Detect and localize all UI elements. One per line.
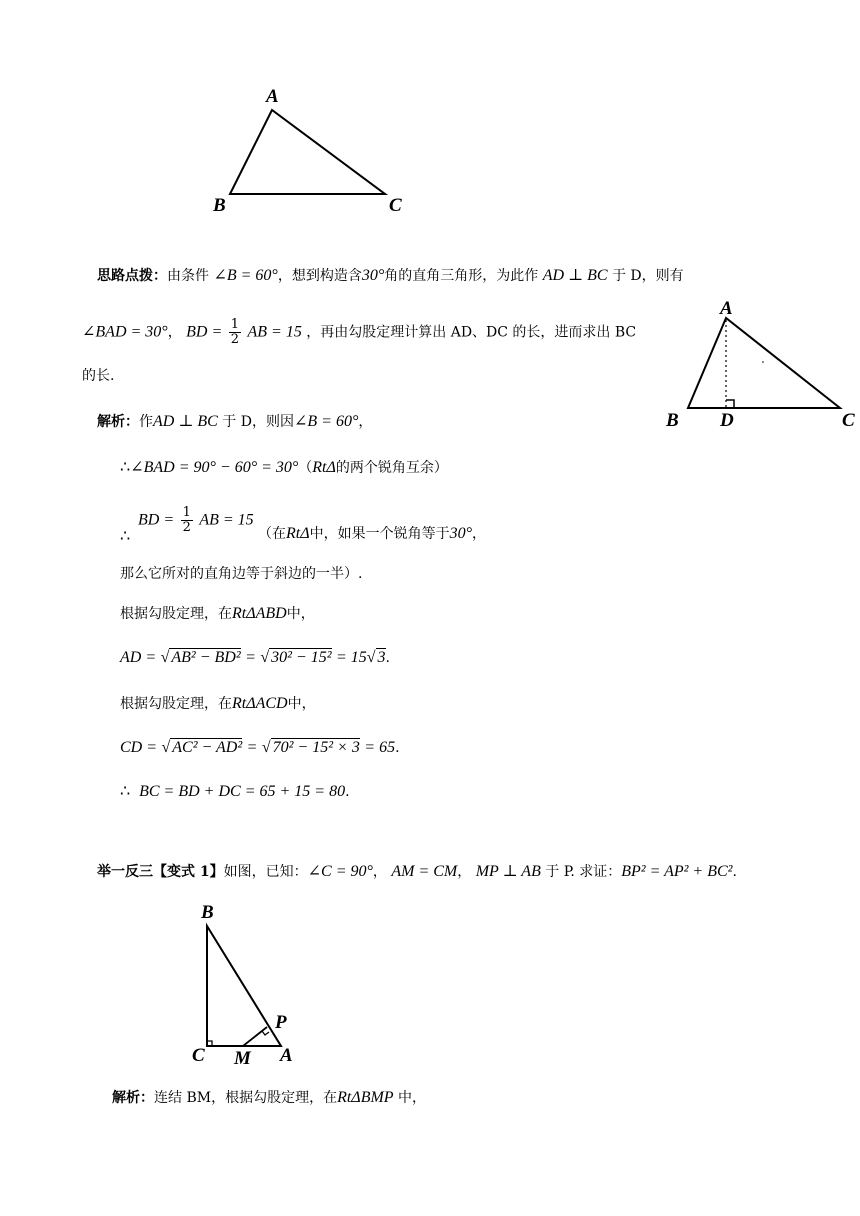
solution-line-3-note: （在RtΔ中，如果一个锐角等于30°， bbox=[258, 525, 487, 542]
solution-line-7: 根据勾股定理，在RtΔACD中， bbox=[120, 695, 316, 712]
solution-line-5: 根据勾股定理，在RtΔABD中， bbox=[120, 605, 315, 622]
vertex-label-m: M bbox=[234, 1048, 251, 1068]
solution-label: 解析： bbox=[97, 414, 139, 430]
hint-line-3: 的长. bbox=[82, 368, 115, 384]
solution2-label: 解析： bbox=[112, 1090, 154, 1106]
therefore-symbol: ∴ bbox=[120, 526, 131, 545]
triangle-abc-altitude-figure bbox=[662, 298, 858, 436]
vertex-label-c: C bbox=[842, 410, 855, 431]
fraction-one-half: $\frac{1}{2}$ bbox=[182, 505, 191, 535]
fraction-one-half: $\frac{1}{2}$ bbox=[230, 317, 240, 347]
vertex-label-d: D bbox=[720, 410, 734, 431]
solution-line-1: 解析：作AD ⊥ BC 于 D，则因∠B = 60°， bbox=[97, 413, 373, 430]
solution-line-3: BD = $\frac{1}{2}$ AB = 15 bbox=[138, 505, 254, 535]
variant-line: 举一反三【变式 1】如图，已知：∠C = 90°， AM = CM， MP ⊥ AB 于 P. 求证：BP² = AP² + BC². bbox=[97, 863, 737, 880]
vertex-label-b: B bbox=[213, 195, 226, 216]
hint-label: 思路点拨： bbox=[97, 268, 167, 284]
solution-line-9: ∴ BC = BD + DC = 65 + 15 = 80. bbox=[120, 783, 350, 800]
solution-line-2: ∴∠BAD = 90° − 60° = 30°（RtΔ的两个锐角互余） bbox=[120, 459, 448, 476]
vertex-label-b: B bbox=[201, 902, 214, 923]
solution-line-6: AD = √ AB² − BD² = √ 30² − 15² = 15√ 3. bbox=[120, 649, 390, 666]
solution2-line: 解析：连结 BM，根据勾股定理，在RtΔBMP 中， bbox=[112, 1089, 427, 1106]
vertex-label-c: C bbox=[192, 1045, 205, 1066]
vertex-label-p: P bbox=[275, 1012, 287, 1033]
vertex-label-c: C bbox=[389, 195, 402, 216]
vertex-label-a: A bbox=[280, 1045, 293, 1066]
vertex-label-a: A bbox=[720, 298, 733, 319]
hint-line-1: 思路点拨：由条件 ∠B = 60°，想到构造含30°角的直角三角形，为此作 AD ⊥ BC 于 D，则有 bbox=[97, 267, 684, 284]
vertex-label-b: B bbox=[666, 410, 679, 431]
vertex-label-a: A bbox=[266, 86, 279, 107]
solution-line-8: CD = √ AC² − AD² = √ 70² − 15² × 3 = 65. bbox=[120, 739, 400, 756]
hint-line-2: ∠BAD = 30°， BD = $\frac{1}{2}$ AB = 15 ，再由勾股定理计算出 AD、DC 的长，进而求出 BC bbox=[82, 317, 637, 347]
solution-line-4: 那么它所对的直角边等于斜边的一半）. bbox=[120, 566, 363, 582]
variant-label: 举一反三【变式 1】 bbox=[97, 864, 224, 880]
triangle-abc-figure bbox=[205, 82, 415, 217]
right-triangle-bca-figure bbox=[188, 898, 308, 1068]
